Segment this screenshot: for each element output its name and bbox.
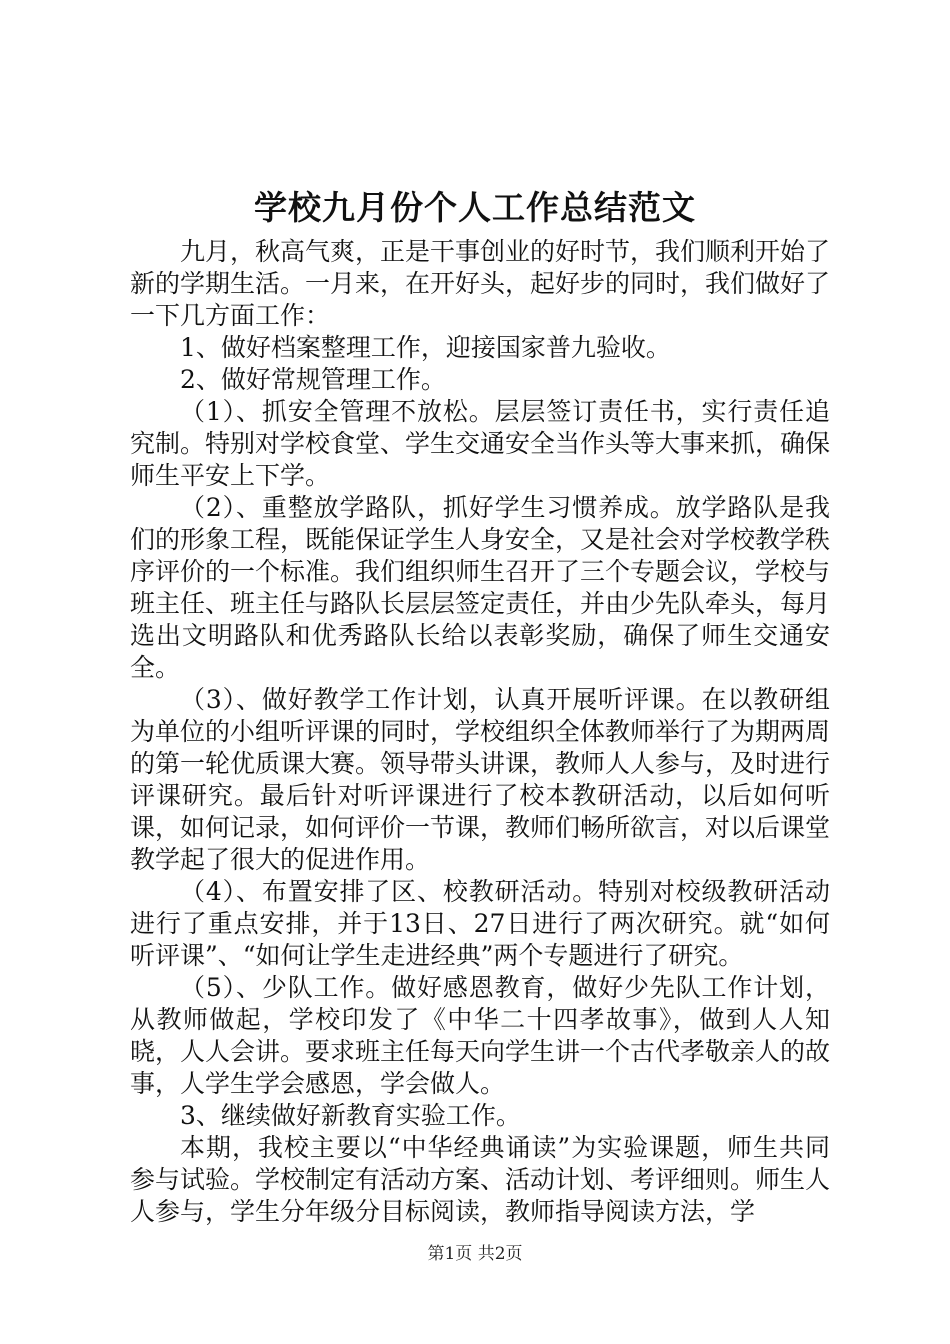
paragraph-item-3: 3、继续做好新教育实验工作。 xyxy=(180,1101,521,1130)
paragraph-subitem-3: （3）、做好教学工作计划，认真开展听评课。在以教研组为单位的小组听评课的同时，学校组织全体教师举行了为期两周的第一轮优质课大赛。领导带头讲课，教师人人参与，及时进行评课研究。最后针对听评课进行了校本教研活动，以后如何听课，如何记录，如何评价一节课，教师们畅所欲言，对以后课堂教学起了很大的促进作用。 xyxy=(130,685,831,874)
paragraph-item-1: 1、做好档案整理工作，迎接国家普九验收。 xyxy=(180,333,671,362)
paragraph-item-2: 2、做好常规管理工作。 xyxy=(180,365,446,394)
paragraph-subitem-4: （4）、布置安排了区、校教研活动。特别对校级教研活动进行了重点安排，并于13日、27日进行了两次研究。就“如何听评课”、“如何让学生走进经典”两个专题进行了研究。 xyxy=(130,877,830,970)
paragraph-experiment: 本期，我校主要以“中华经典诵读”为实验课题，师生共同参与试验。学校制定有活动方案、活动计划、考评细则。师生人人参与，学生分年级分目标阅读，教师指导阅读方法，学 xyxy=(130,1133,831,1226)
paragraph-subitem-1: （1）、抓安全管理不放松。层层签订责任书，实行责任追究制。特别对学校食堂、学生交通安全当作头等大事来抓，确保师生平安上下学。 xyxy=(130,397,831,490)
page-number-footer: 第1页 共2页 xyxy=(427,1244,523,1264)
document-body xyxy=(130,236,830,1228)
document-title: 学校九月份个人工作总结范文 xyxy=(254,188,696,227)
paragraph-subitem-5: （5）、少队工作。做好感恩教育，做好少先队工作计划，从教师做起，学校印发了《中华二十四孝故事》，做到人人知晓，人人会讲。要求班主任每天向学生讲一个古代孝敬亲人的故事，人学生学会感恩，学会做人。 xyxy=(130,973,831,1098)
paragraph-subitem-2: （2）、重整放学路队，抓好学生习惯养成。放学路队是我们的形象工程，既能保证学生人身安全，又是社会对学校教学秩序评价的一个标准。我们组织师生召开了三个专题会议，学校与班主任、班主任与路队长层层签定责任，并由少先队牵头，每月选出文明路队和优秀路队长给以表彰奖励，确保了师生交通安全。 xyxy=(130,493,831,682)
paragraph-intro: 九月，秋高气爽，正是干事创业的好时节，我们顺利开始了新的学期生活。一月来，在开好头，起好步的同时，我们做好了一下几方面工作： xyxy=(130,237,831,330)
